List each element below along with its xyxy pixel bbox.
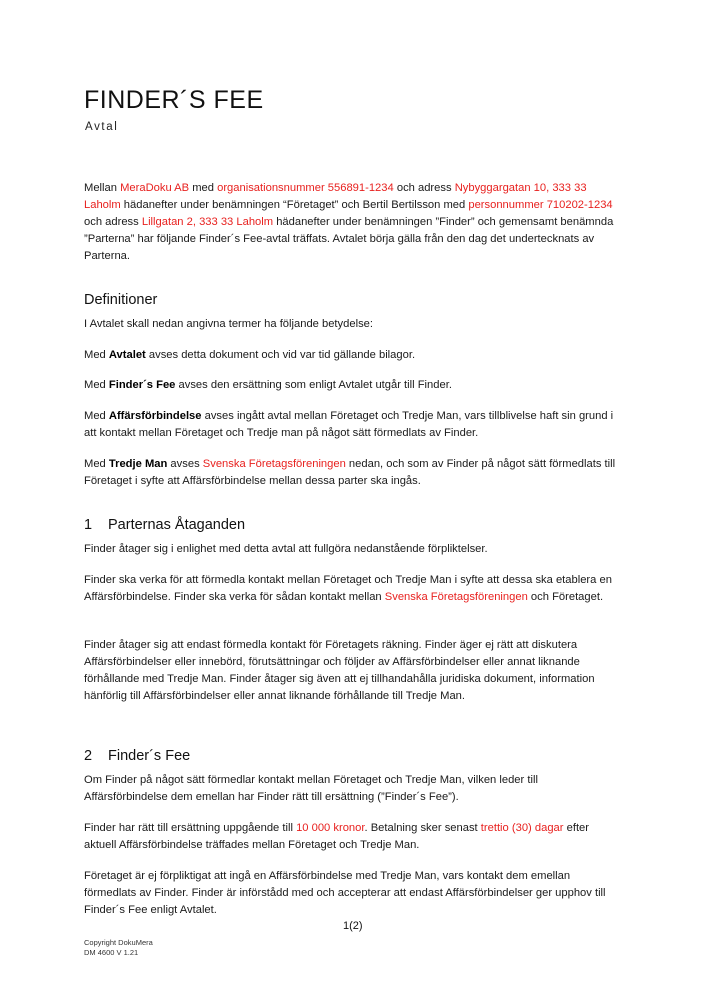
definitions-lead: I Avtalet skall nedan angivna termer ha följande betydelse: [84,318,373,330]
footer-copyright: Copyright DokuMera [84,938,153,947]
third-party-name: Svenska Företagsföreningen [202,458,346,470]
section-2-heading: 2 Finder´s Fee [84,748,191,764]
personal-number: personnummer 710202-1234 [468,199,613,211]
third-party-name: Svenska Företagsföreningen [384,591,528,603]
document-subtitle: Avtal [85,121,119,133]
company-address: Nybyggargatan 10, 333 33 Laholm [84,182,587,211]
definitions-heading: Definitioner [84,292,158,308]
section-1-paragraph-2: Finder ska verka för att förmedla kontakt mellan Företaget och Tredje Man i syfte att dessa ska etablera en Affärsförbindelse. Finder ska verka för sådan kontakt mellan Svenska Företagsföreningen och Företaget. [84,574,612,603]
fee-amount: 10 000 kronor [296,822,365,834]
document-title: FINDER´S FEE [84,86,264,114]
section-1-heading: 1 Parternas Åtaganden [84,517,246,533]
payment-days: trettio (30) dagar [480,822,564,834]
section-2-paragraph-2: Finder har rätt till ersättning uppgående till 10 000 kronor. Betalning sker senast trettio (30) dagar efter aktuell Affärsförbindelse träffades mellan Företaget och Tredje Man. [84,822,589,851]
definition-tredje-man: Med Tredje Man avses Svenska Företagsföreningen nedan, och som av Finder på något sätt förmedlats till Företaget i syfte att Affärsförbindelse mellan dessa parter ska ingås. [84,458,616,487]
section-1-paragraph-3: Finder åtager sig att endast förmedla kontakt för Företagets räkning. Finder äger ej rätt att diskutera Affärsförbindelser eller innebörd, förutsättningar och följder av Affärsförbindelser eller annat liknande förhållande med Tredje Man. Finder åtager sig även att ej tillhandahålla juridiska dokument, information hänförlig till Affärsförbindelser eller annat liknande förhållande till Tredje Man. [84,639,595,702]
page-number: 1(2) [343,920,363,932]
definition-finders-fee: Med Finder´s Fee avses den ersättning som enligt Avtalet utgår till Finder. [84,379,452,391]
definition-affarsforbindelse: Med Affärsförbindelse avses ingått avtal mellan Företaget och Tredje Man, vars tillblivelse haft sin grund i att kontakt mellan Företaget och Tredje man på något sätt förmedlats av Finder. [84,410,614,439]
section-2-paragraph-3: Företaget är ej förpliktigat att ingå en Affärsförbindelse med Tredje Man, vars kontakt dem emellan förmedlats av Finder. Finder är införstådd med och accepterar att endast Affärsförbindelser ger upphov till Finder´s Fee enligt Avtalet. [84,870,606,916]
definition-avtalet: Med Avtalet avses detta dokument och vid var tid gällande bilagor. [84,349,416,361]
intro-paragraph: Mellan MeraDoku AB med organisationsnummer 556891-1234 och adress Nybyggargatan 10, 333 33 Laholm hädanefter under benämningen “Företaget” och Bertil Bertilsson med personnummer 710202-1234 och adress Lillgatan 2, 333 33 Laholm hädanefter under benämningen ”Finder” och gemensamt benämnda ”Parterna” har följande Finder´s Fee-avtal träffats. Avtalet börja gälla från den dag det undertecknats av Parterna. [84,182,614,262]
finder-address: Lillgatan 2, 333 33 Laholm [141,216,274,228]
section-1-paragraph-1: Finder åtager sig i enlighet med detta avtal att fullgöra nedanstående förpliktelser. [84,543,488,555]
section-2-paragraph-1: Om Finder på något sätt förmedlar kontakt mellan Företaget och Tredje Man, vilken leder till Affärsförbindelse dem emellan har Finder rätt till ersättning (”Finder´s Fee”). [84,774,538,803]
org-number: organisationsnummer 556891-1234 [217,182,394,194]
company-name: MeraDoku AB [120,182,190,194]
footer-version: DM 4600 V 1.21 [84,948,139,957]
